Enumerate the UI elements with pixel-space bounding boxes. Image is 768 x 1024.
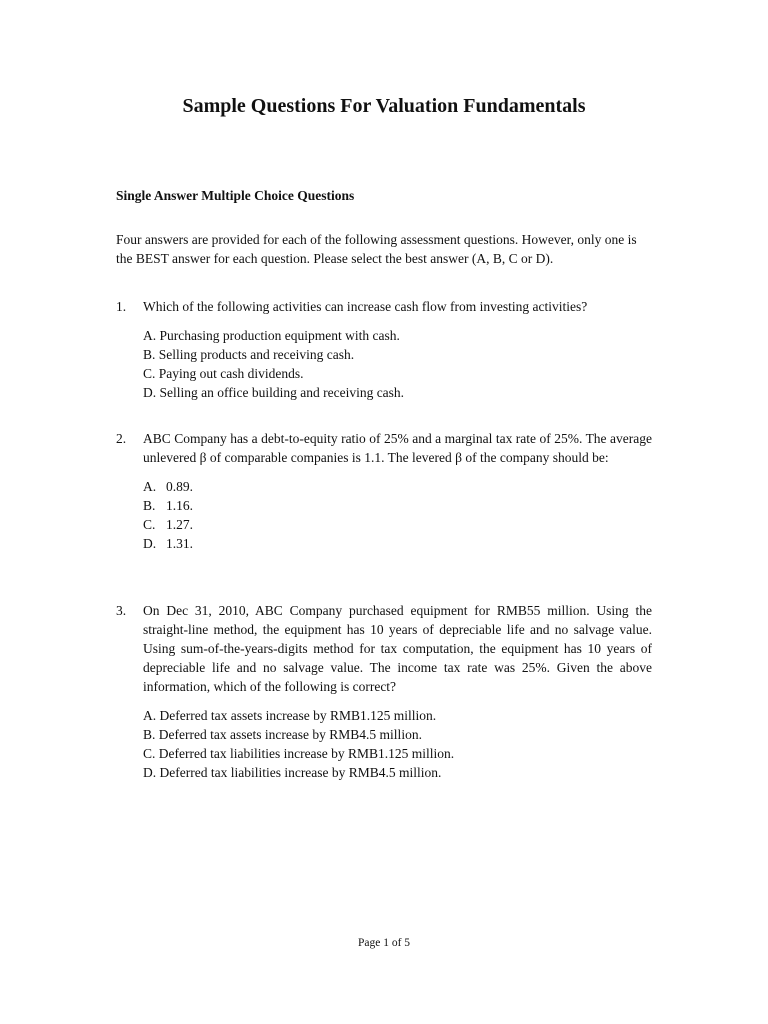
choice-c (143, 515, 652, 534)
intro-paragraph: Four answers are provided for each of the following assessment questions. However, only one is the BEST answer for each question. Please select the best answer (A, B, C or D). (116, 232, 637, 266)
choice-value: 0.89. (166, 479, 193, 494)
question-3 (116, 601, 652, 782)
choice-value: 1.27. (166, 517, 193, 532)
choice-b (143, 496, 652, 515)
choice-letter: C. (143, 517, 156, 532)
choice-b: B. Deferred tax assets increase by RMB4.5 million. (143, 727, 422, 742)
choice-d (143, 534, 652, 553)
choice-value: 1.16. (166, 498, 193, 513)
answer-choices (143, 326, 652, 402)
choice-a (143, 477, 652, 496)
choice-letter: B. (143, 498, 156, 513)
choice-value: 1.31. (166, 536, 193, 551)
choice-a: A. Deferred tax assets increase by RMB1.125 million. (143, 708, 437, 723)
choice-d: D. Deferred tax liabilities increase by RMB4.5 million. (143, 765, 442, 780)
choice-d: D. Selling an office building and receiving cash. (143, 385, 405, 400)
choice-c: C. Paying out cash dividends. (143, 366, 304, 381)
question-number: 3. (116, 603, 127, 618)
choice-c: C. Deferred tax liabilities increase by RMB1.125 million. (143, 746, 455, 761)
question-number: 2. (116, 431, 127, 446)
section-heading: Single Answer Multiple Choice Questions (116, 188, 355, 203)
page-title: Sample Questions For Valuation Fundamentals (182, 95, 586, 117)
question-number: 1. (116, 299, 127, 314)
choice-letter: D. (143, 536, 157, 551)
page-footer: Page 1 of 5 (357, 937, 411, 949)
question-text: Which of the following activities can increase cash flow from investing activities? (143, 299, 588, 314)
choice-letter: A. (143, 479, 157, 494)
question-2 (116, 429, 652, 553)
answer-choices (143, 706, 652, 782)
question-1 (116, 297, 652, 402)
question-text: On Dec 31, 2010, ABC Company purchased equipment for RMB55 million. Using the straight-line method, the equipment has 10 years of depreciable life and no salvage value. Using sum-of-the-years-digits method for tax computation, the equipment has 10 years of depreciable life and no salvage value. The income tax rate was 25%. Given the above information, which of the following is correct? (143, 603, 652, 694)
choice-b: B. Selling products and receiving cash. (143, 347, 355, 362)
question-text: ABC Company has a debt-to-equity ratio of 25% and a marginal tax rate of 25%. The average unlevered β of comparable companies is 1.1. The levered β of the company should be: (143, 431, 652, 465)
answer-choices (143, 477, 652, 553)
choice-a: A. Purchasing production equipment with cash. (143, 328, 400, 343)
